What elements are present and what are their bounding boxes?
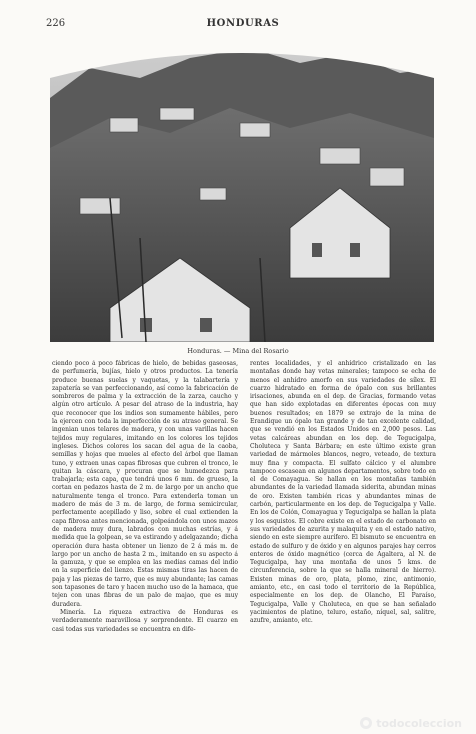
watermark-text: todocoleccion	[376, 716, 462, 730]
text-columns	[52, 360, 436, 690]
page-header	[46, 18, 440, 32]
paragraph-mining: Minería. La riqueza extractiva de Honduras es verdaderamente maravillosa y sorprendente. El cuarzo en casi todas sus variedades se encuentra en dife-	[52, 608, 238, 633]
left-column	[52, 360, 238, 690]
page-number: 226	[46, 18, 66, 29]
paragraph-minerals: rentes localidades, y el anhídrico cristalizado en las montañas donde hay vetas minerales; tampoco se echa de menos el anhídro amorfo en sus variedades de sílex. El cuarzo hidratado en forma de ópalo con sus brillantes irisaciones, abunda en el dep. de Gracias, formando vetas que han sido explotadas en diferentes épocas con muy buenos resultados; en 1879 se extrajo de la mina de Erandique un ópalo tan grande y de tan excelente calidad, que se vendió en los Estados Unidos en 2,000 pesos. Las vetas calcáreas abundan en los dep. de Tegucigalpa, Choluteca y Santa Bárbara; en este último existe gran variedad de mármoles blancos, negro, veteado, de textura muy fina y compacta. El sulfato cálcico y el alumbre tampoco escasean en algunos departamentos, sobre todo en el de Comayagua. Se hallan en los montañas también abundantes de la variedad llamada siderita, abundan minas de oro. Existen también ricas y abundantes minas de carbón, particularmente en los dep. de Tegucigalpa y Valle. En los de Colón, Comayagua y Tegucigalpa se hallan la plata y los esquistos. El cobre existe en el estado de carbonato en sus variedades de azurita y malaquita y en el estado nativo, siendo en este siempre aurífero. El bismuto se encuentra en estado de sulfuro y de óxido y en algunos parajes hay cerros enteros de óxido magnético (cerca de Agaltera, al N. de Tegucigalpa, hay una montaña de unos 5 kms. de circunferencia, sobre la que se halla mineral de hierro). Existen minas de oro, plata, plomo, zinc, antimonio, amianto, etc., en casi todo el territorio de la República, especialmente en los dep. de Olancho, El Paraíso, Tegucigalpa, Valle y Choluteca, en que se han señalado yacimientos de platino, teluro, estaño, níquel, sal, salitre, azufre, amianto, etc.	[250, 360, 436, 625]
photo-caption: Honduras. — Mina del Rosario	[187, 347, 289, 355]
watermark-logo-icon	[359, 716, 373, 730]
mine-photograph	[50, 38, 434, 342]
watermark	[359, 716, 462, 730]
right-column	[250, 360, 436, 690]
paragraph-industry: ciendo poco á poco fábricas de hielo, de bebidas gaseosas, de perfumería, bujías, hielo y otros productos. La tenería produce buenas suelas y vaquetas, y la talabartería y zapatería se van perfeccionando, así como la fabricación de sombreros de palma y la extracción de la zarza, caucho y algún otro artículo. A pesar del atraso de la industria, hay que reconocer que los indios son sumamente hábiles, pero la ejercen con toda la imperfección de su atraso general. Se ingenian unos telares de madera, y con unas varillas hacen tejidos muy regulares, imitando en los colores los tejidos ingleses. Dichos colores los sacan del agua de la caoba, semillas y hojas que mueles al efecto del árbol que llaman tuno, y extraen unas capas fibrosas que cubren el tronco, le quitan la cáscara, y procuran que se humedezca para trabajarla; esta capa, que tendrá unos 6 mm. de grueso, la cortan en pedazos hasta de 2 m. de largo por un ancho que naturalmente tenga el tronco. Para extenderla toman un madero de más de 3 m. de largo, de forma semicircular, perfectamente acepillado y liso, sobre el cual extienden la capa fibrosa antes mencionada, golpeándola con unos mazos de madera muy dura, labrados con muchas estrías, y á medida que la golpean, se va estirando y adelgazando; dicha operación dura hasta obtener un lienzo de 2 á más m. de largo por un ancho de hasta 2 m., imitando en su aspecto á la gamuza, y que se emplea en las medias camas del indio en la superficie del lienzo. Estas mismas tiras las hacen de paja y las piezas de tarro, que es muy abundante; las camas son tapasones de taro y hacen mucho uso de la hamaca, que tejen con unas fibras de un palo de majao, que es muy duradera.	[52, 360, 238, 608]
running-title: HONDURAS	[206, 18, 280, 29]
